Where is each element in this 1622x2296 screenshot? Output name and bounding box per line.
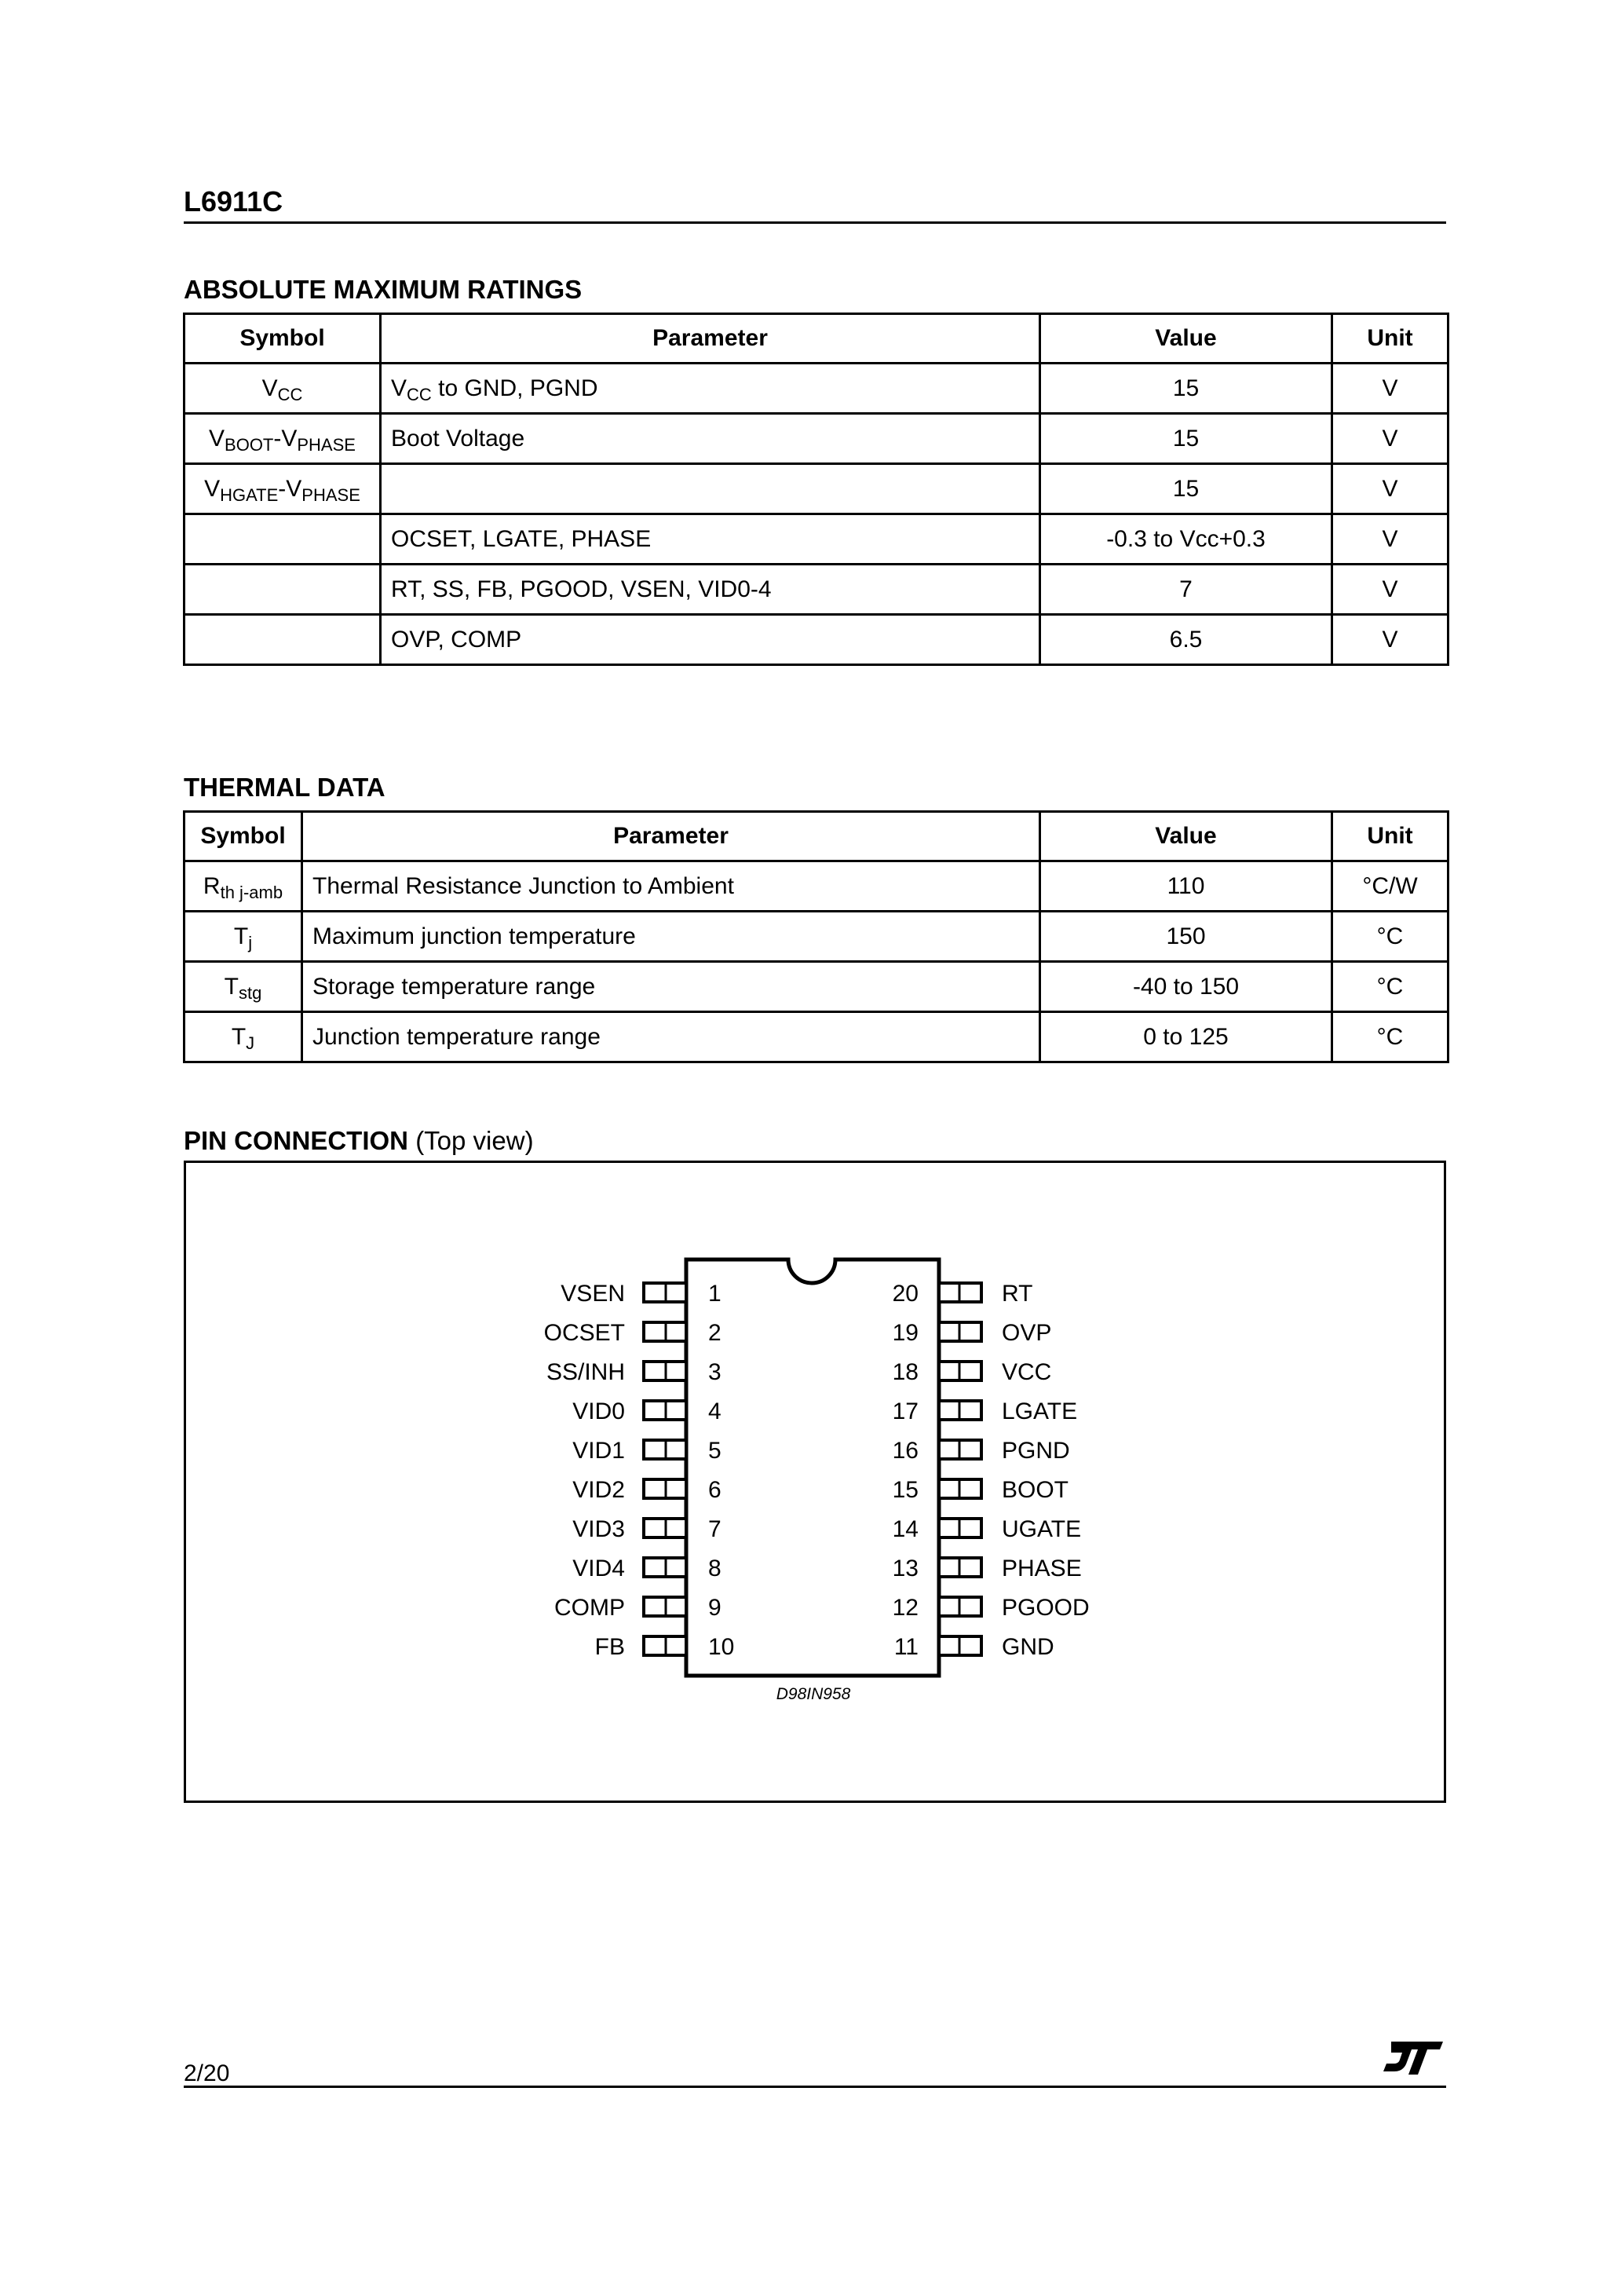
symbol-cell: $V_{BOOT}-V_{PHASE}$ — [184, 414, 381, 464]
pin-name: VID2 — [572, 1477, 625, 1503]
abs-max-title: ABSOLUTE MAXIMUM RATINGS — [184, 275, 583, 304]
pin-connection-heading: PIN CONNECTION — [184, 1126, 409, 1155]
pin-name: BOOT — [1002, 1477, 1069, 1503]
pin-number: 1 — [708, 1281, 721, 1307]
pin-number: 12 — [892, 1595, 919, 1621]
document-title: L6911C — [184, 185, 283, 218]
footer-rule — [184, 2086, 1446, 2088]
pin-number: 3 — [708, 1359, 721, 1385]
parameter-cell: OVP, COMP — [381, 615, 1040, 665]
pin-connection-subtitle: (Top view) — [415, 1126, 534, 1155]
drawing-code: D98IN958 — [776, 1685, 851, 1703]
pin-number: 9 — [708, 1595, 721, 1621]
pin-name: COMP — [554, 1595, 625, 1621]
pin-name: VSEN — [561, 1281, 625, 1307]
symbol-cell: $T_j$ — [184, 912, 302, 962]
pin-number: 19 — [892, 1320, 919, 1346]
parameter-cell: $V_{CC}$ to GND, PGND — [381, 364, 1040, 414]
pin-name: SS/INH — [546, 1359, 625, 1385]
unit-cell: °C — [1332, 1012, 1448, 1062]
parameter-cell: Boot Voltage — [381, 414, 1040, 464]
value-cell: 110 — [1040, 861, 1332, 912]
pin-name: OVP — [1002, 1320, 1052, 1346]
right-pin — [893, 1281, 1033, 1307]
pin-name: OCSET — [543, 1320, 625, 1346]
unit-cell: °C — [1332, 962, 1448, 1012]
value-cell: 15 — [1040, 414, 1332, 464]
value-cell: 150 — [1040, 912, 1332, 962]
right-pin — [893, 1320, 1052, 1346]
parameter-cell: Junction temperature range — [302, 1012, 1040, 1062]
column-header: Symbol — [184, 812, 302, 861]
pin-number: 13 — [892, 1556, 919, 1581]
pin-name: RT — [1002, 1281, 1033, 1307]
unit-cell: V — [1332, 464, 1448, 514]
pin-number: 15 — [892, 1477, 919, 1503]
pin-name: VID1 — [572, 1438, 625, 1464]
page-number: 2/20 — [184, 2060, 230, 2086]
pin-name: GND — [1002, 1634, 1054, 1660]
value-cell: 15 — [1040, 364, 1332, 414]
value-cell: 7 — [1040, 565, 1332, 615]
symbol-cell: $R_{th j-amb}$ — [184, 861, 302, 912]
value-cell: -0.3 to Vcc+0.3 — [1040, 514, 1332, 565]
pin-name: LGATE — [1002, 1398, 1078, 1424]
column-header: Parameter — [381, 314, 1040, 364]
symbol-cell: $T_J$ — [184, 1012, 302, 1062]
unit-cell: °C — [1332, 912, 1448, 962]
pin-name: PGND — [1002, 1438, 1070, 1464]
pin-number: 17 — [892, 1398, 919, 1424]
unit-cell: V — [1332, 565, 1448, 615]
thermal-title: THERMAL DATA — [184, 773, 385, 802]
parameter-cell: Thermal Resistance Junction to Ambient — [302, 861, 1040, 912]
pin-name: VCC — [1002, 1359, 1052, 1385]
pin-name: FB — [594, 1634, 625, 1660]
pin-name: PHASE — [1002, 1556, 1082, 1581]
column-header: Unit — [1332, 314, 1448, 364]
parameter-cell: OCSET, LGATE, PHASE — [381, 514, 1040, 565]
column-header: Parameter — [302, 812, 1040, 861]
column-header: Symbol — [184, 314, 381, 364]
value-cell: 15 — [1040, 464, 1332, 514]
column-header: Value — [1040, 314, 1332, 364]
pin-number: 20 — [892, 1281, 919, 1307]
value-cell: -40 to 150 — [1040, 962, 1332, 1012]
symbol-cell: $V_{HGATE}-V_{PHASE}$ — [184, 464, 381, 514]
pin-number: 8 — [708, 1556, 721, 1581]
pin-name: UGATE — [1002, 1516, 1082, 1542]
pin-number: 14 — [892, 1516, 919, 1542]
unit-cell: V — [1332, 514, 1448, 565]
column-header: Value — [1040, 812, 1332, 861]
pin-number: 2 — [708, 1320, 721, 1346]
value-cell: 0 to 125 — [1040, 1012, 1332, 1062]
pin-name: VID4 — [572, 1556, 625, 1581]
unit-cell: V — [1332, 414, 1448, 464]
column-header: Unit — [1332, 812, 1448, 861]
pin-name: PGOOD — [1002, 1595, 1090, 1621]
pin-number: 16 — [892, 1438, 919, 1464]
right-pin — [894, 1634, 1054, 1660]
unit-cell: V — [1332, 615, 1448, 665]
pin-number: 11 — [893, 1634, 919, 1660]
pin-number: 18 — [892, 1359, 919, 1385]
unit-cell: V — [1332, 364, 1448, 414]
value-cell: 6.5 — [1040, 615, 1332, 665]
symbol-cell: $T_{stg}$ — [184, 962, 302, 1012]
unit-cell: °C/W — [1332, 861, 1448, 912]
pin-number: 6 — [708, 1477, 721, 1503]
parameter-cell: Maximum junction temperature — [302, 912, 1040, 962]
st-logo — [1380, 2038, 1448, 2082]
right-pin — [893, 1359, 1052, 1385]
pin-number: 5 — [708, 1438, 721, 1464]
pin-number: 10 — [708, 1634, 735, 1660]
pin-number: 4 — [708, 1398, 721, 1424]
parameter-cell: RT, SS, FB, PGOOD, VSEN, VID0-4 — [381, 565, 1040, 615]
pin-name: VID0 — [572, 1398, 625, 1424]
pin-number: 7 — [708, 1516, 721, 1542]
svg-text:ST: ST — [1380, 2038, 1382, 2039]
symbol-cell: $V_{CC}$ — [184, 364, 381, 414]
parameter-cell: Storage temperature range — [302, 962, 1040, 1012]
left-pin — [595, 1634, 735, 1660]
pin-name: VID3 — [572, 1516, 625, 1542]
